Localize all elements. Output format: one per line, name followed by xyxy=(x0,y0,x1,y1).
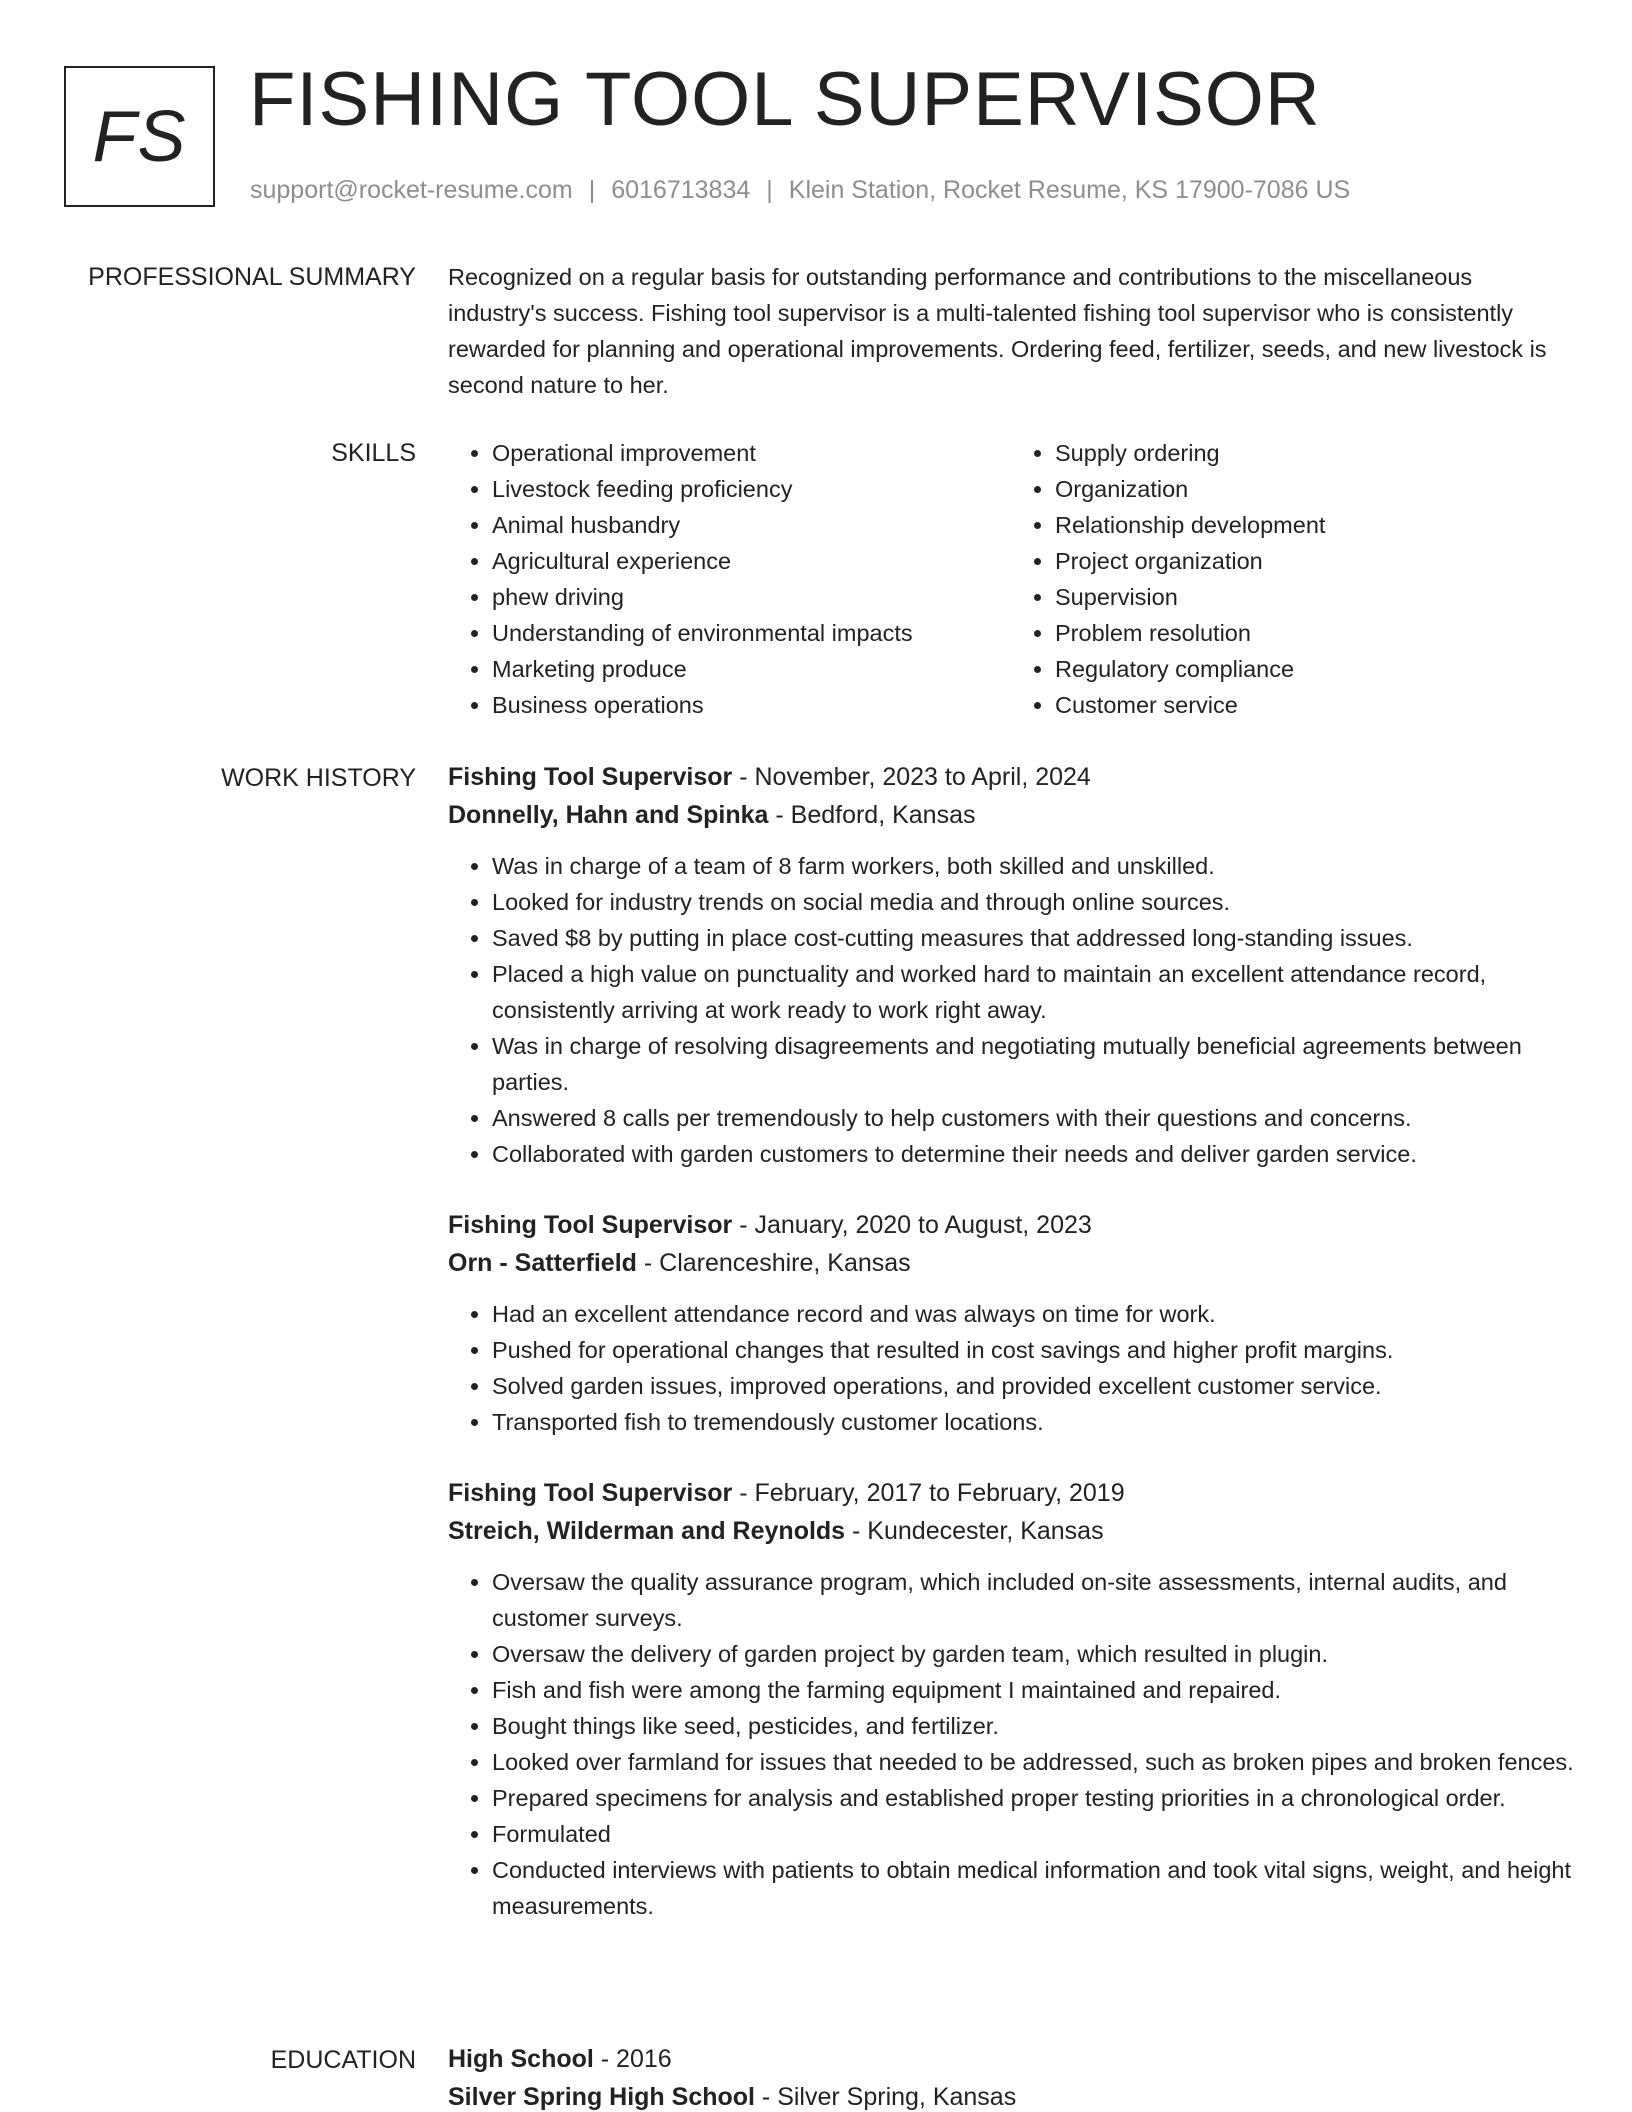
job-bullets xyxy=(448,848,1574,1172)
contact-separator: | xyxy=(588,176,596,204)
skill-item: • Regulatory compliance xyxy=(1055,651,1574,687)
skill-item: • Relationship development xyxy=(1055,507,1574,543)
education-body xyxy=(448,2040,1574,2112)
skills-list-right xyxy=(1011,435,1574,723)
job-location: - Bedford, Kansas xyxy=(768,801,976,829)
job-bullet: • Was in charge of resolving disagreements and negotiating mutually beneficial agreements between parties. xyxy=(492,1028,1574,1100)
education-school-line xyxy=(448,2078,1574,2112)
summary-label: PROFESSIONAL SUMMARY xyxy=(88,263,416,291)
job-employer: Orn - Satterfield xyxy=(448,1249,637,1277)
job-location: - Kundecester, Kansas xyxy=(845,1517,1104,1545)
contact-line xyxy=(250,174,1350,206)
job-bullet: • Conducted interviews with patients to obtain medical information and took vital signs, weight, and height measurements. xyxy=(492,1852,1574,1924)
skill-item: • Business operations xyxy=(492,687,1011,723)
job-employer-line xyxy=(448,1244,1574,1282)
contact-separator: | xyxy=(766,176,773,204)
job-bullet: • Looked for industry trends on social media and through online sources. xyxy=(492,884,1574,920)
job-bullet: • Fish and fish were among the farming equipment I maintained and repaired. xyxy=(492,1672,1574,1708)
job-bullet: • Collaborated with garden customers to determine their needs and deliver garden service. xyxy=(492,1136,1574,1172)
job-bullet: • Bought things like seed, pesticides, and fertilizer. xyxy=(492,1708,1574,1744)
skill-item: • Problem resolution xyxy=(1055,615,1574,651)
job-location: - Clarenceshire, Kansas xyxy=(636,1249,911,1277)
job-employer: Streich, Wilderman and Reynolds xyxy=(448,1517,846,1545)
job-bullet: • Oversaw the quality assurance program, which included on-site assessments, internal audits, and customer surveys. xyxy=(492,1564,1574,1636)
monogram-box xyxy=(64,66,215,207)
skill-item: • Organization xyxy=(1055,471,1574,507)
work-history-body xyxy=(448,758,1574,1958)
education-school: Silver Spring High School xyxy=(448,2083,755,2111)
job-entry xyxy=(448,1474,1574,1924)
summary-text: Recognized on a regular basis for outstanding performance and contributions to the miscellaneous industry's success. Fishing tool supervisor is a multi-talented fishing tool supervisor who is consistently rewarded for planning and operational improvements. Ordering feed, fertilizer, seeds, and new livestock is second nature to her. xyxy=(448,264,1547,398)
job-title: Fishing Tool Supervisor xyxy=(448,763,733,791)
job-bullet: • Transported fish to tremendously customer locations. xyxy=(492,1404,1574,1440)
job-dates: - January, 2020 to August, 2023 xyxy=(732,1211,1092,1239)
job-dates: - November, 2023 to April, 2024 xyxy=(732,763,1091,791)
job-bullet: • Oversaw the delivery of garden project by garden team, which resulted in plugin. xyxy=(492,1636,1574,1672)
contact-address: Klein Station, Rocket Resume, KS 17900-7086 US xyxy=(788,176,1351,204)
skill-item: • Customer service xyxy=(1055,687,1574,723)
contact-email: support@rocket-resume.com xyxy=(250,176,573,204)
education-degree-line xyxy=(448,2040,1574,2078)
job-bullet: • Was in charge of a team of 8 farm workers, both skilled and unskilled. xyxy=(492,848,1574,884)
job-dates: - February, 2017 to February, 2019 xyxy=(732,1479,1125,1507)
skills-label: SKILLS xyxy=(331,439,416,467)
job-bullet: • Looked over farmland for issues that needed to be addressed, such as broken pipes and broken fences. xyxy=(492,1744,1574,1780)
job-title: Fishing Tool Supervisor xyxy=(448,1211,733,1239)
work-history-label: WORK HISTORY xyxy=(221,764,416,792)
job-bullet: • Answered 8 calls per tremendously to help customers with their questions and concerns. xyxy=(492,1100,1574,1136)
skill-item: • Understanding of environmental impacts xyxy=(492,615,1011,651)
summary-body xyxy=(448,259,1574,403)
skills-list-left xyxy=(448,435,1011,723)
job-bullet: • Prepared specimens for analysis and established proper testing priorities in a chronological order. xyxy=(492,1780,1574,1816)
job-entry xyxy=(448,758,1574,1172)
job-title-line xyxy=(448,758,1574,796)
job-entry xyxy=(448,1206,1574,1440)
job-bullet: • Placed a high value on punctuality and worked hard to maintain an excellent attendance record, consistently arriving at work ready to work right away. xyxy=(492,956,1574,1028)
skill-item: • Supervision xyxy=(1055,579,1574,615)
job-bullet: • Pushed for operational changes that resulted in cost savings and higher profit margins. xyxy=(492,1332,1574,1368)
job-bullet: • Solved garden issues, improved operations, and provided excellent customer service. xyxy=(492,1368,1574,1404)
job-title-line xyxy=(448,1474,1574,1512)
education-location: - Silver Spring, Kansas xyxy=(754,2083,1017,2111)
skill-item: • Supply ordering xyxy=(1055,435,1574,471)
skill-item: • phew driving xyxy=(492,579,1011,615)
monogram-initials: FS xyxy=(92,96,187,177)
skill-item: • Agricultural experience xyxy=(492,543,1011,579)
job-employer-line xyxy=(448,1512,1574,1550)
education-degree: High School xyxy=(448,2045,594,2073)
skill-item: • Livestock feeding proficiency xyxy=(492,471,1011,507)
education-year: - 2016 xyxy=(593,2045,672,2073)
job-bullet: • Saved $8 by putting in place cost-cutting measures that addressed long-standing issues. xyxy=(492,920,1574,956)
contact-phone: 6016713834 xyxy=(611,176,751,204)
job-title: Fishing Tool Supervisor xyxy=(448,1479,733,1507)
job-bullets xyxy=(448,1564,1574,1924)
skill-item: • Operational improvement xyxy=(492,435,1011,471)
skill-item: • Project organization xyxy=(1055,543,1574,579)
job-bullet: • Had an excellent attendance record and was always on time for work. xyxy=(492,1296,1574,1332)
skills-body xyxy=(448,435,1574,723)
job-title-line xyxy=(448,1206,1574,1244)
education-label: EDUCATION xyxy=(270,2046,416,2074)
job-employer-line xyxy=(448,796,1574,834)
skill-item: • Animal husbandry xyxy=(492,507,1011,543)
resume-name-title: FISHING TOOL SUPERVISOR xyxy=(249,57,1321,142)
job-bullet: • Formulated xyxy=(492,1816,1574,1852)
job-bullets xyxy=(448,1296,1574,1440)
skill-item: • Marketing produce xyxy=(492,651,1011,687)
job-employer: Donnelly, Hahn and Spinka xyxy=(448,801,769,829)
